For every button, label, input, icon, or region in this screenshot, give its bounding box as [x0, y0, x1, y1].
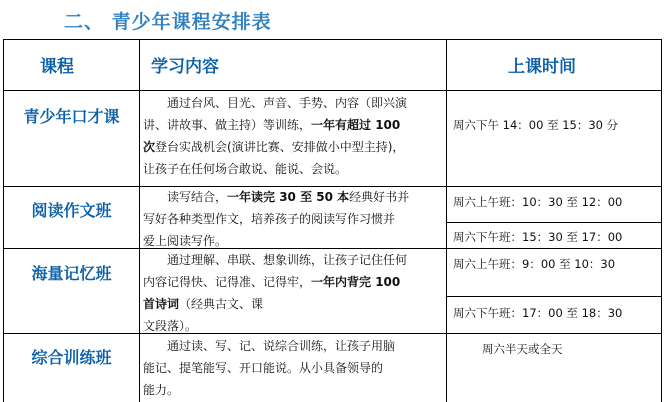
content-line: 让孩子在任何场合敢说、能说、会说。 — [143, 162, 348, 176]
content-line: 读写结合，一年读完 30 至 50 本经典好书并 — [167, 190, 410, 204]
highlight-text: 一年有超过 100 — [311, 118, 401, 132]
row-divider — [3, 90, 662, 91]
content-line: 讲、讲故事、做主持）等训练，一年有超过 100 — [143, 118, 401, 132]
content-line: 内容记得快、记得准、记得牢，一年内背完 100 — [143, 275, 401, 289]
column-divider — [139, 39, 140, 402]
course-name: 青少年口才课 — [23, 107, 120, 126]
course-name: 综合训练班 — [31, 348, 112, 367]
highlight-text: 一年内背完 100 — [311, 275, 401, 289]
course-name: 海量记忆班 — [31, 264, 112, 283]
class-time: 周六上午班：10：30 至 12：00 — [453, 195, 623, 209]
table-border-top — [3, 39, 662, 40]
content-line: 通过台风、目光、声音、手势、内容（即兴演 — [167, 96, 408, 110]
course-content — [143, 249, 441, 337]
highlight-text: 一年读完 30 至 50 本 — [227, 190, 350, 204]
class-time: 周六半天或全天 — [482, 342, 563, 356]
page-title: 二、 青少年课程安排表 — [64, 11, 272, 33]
content-line: 能记、提笔能写、开口能说。从小具备领导的 — [143, 361, 384, 375]
content-line: 写好各种类型作文，培养孩子的阅读写作习惯并 — [143, 212, 396, 226]
course-content — [143, 186, 441, 252]
content-line: 爱上阅读写作。 — [143, 234, 228, 248]
content-line: 能力。 — [143, 383, 180, 397]
content-line: 通过读、写、记、说综合训练，让孩子用脑 — [167, 339, 396, 353]
time-divider — [446, 296, 662, 297]
class-time: 周六上午班：9：00 至 10：30 — [453, 257, 616, 271]
class-time: 周六下午 14：00 至 15：30 分 — [453, 118, 619, 132]
class-time: 周六下午班：15：30 至 17：00 — [453, 230, 623, 244]
course-content — [143, 335, 441, 401]
content-line: 次登台实战机会(演讲比赛、安排做小中型主持)， — [143, 140, 405, 154]
course-name: 阅读作文班 — [31, 201, 112, 220]
content-line: 通过理解、串联、想象训练，让孩子记住任何 — [167, 253, 408, 267]
table-border-right — [661, 39, 662, 402]
content-line: 首诗词（经典古文、课 — [143, 297, 264, 311]
content-line: 文段落）。 — [143, 319, 198, 333]
header-time: 上课时间 — [508, 57, 576, 77]
course-content — [143, 92, 441, 180]
highlight-text: 首诗词 — [143, 297, 180, 311]
highlight-text: 次 — [143, 140, 156, 154]
column-divider — [446, 39, 447, 402]
time-divider — [446, 222, 662, 223]
header-course: 课程 — [40, 57, 74, 77]
header-content: 学习内容 — [151, 57, 219, 77]
class-time: 周六下午班：17：00 至 18：30 — [453, 306, 623, 320]
